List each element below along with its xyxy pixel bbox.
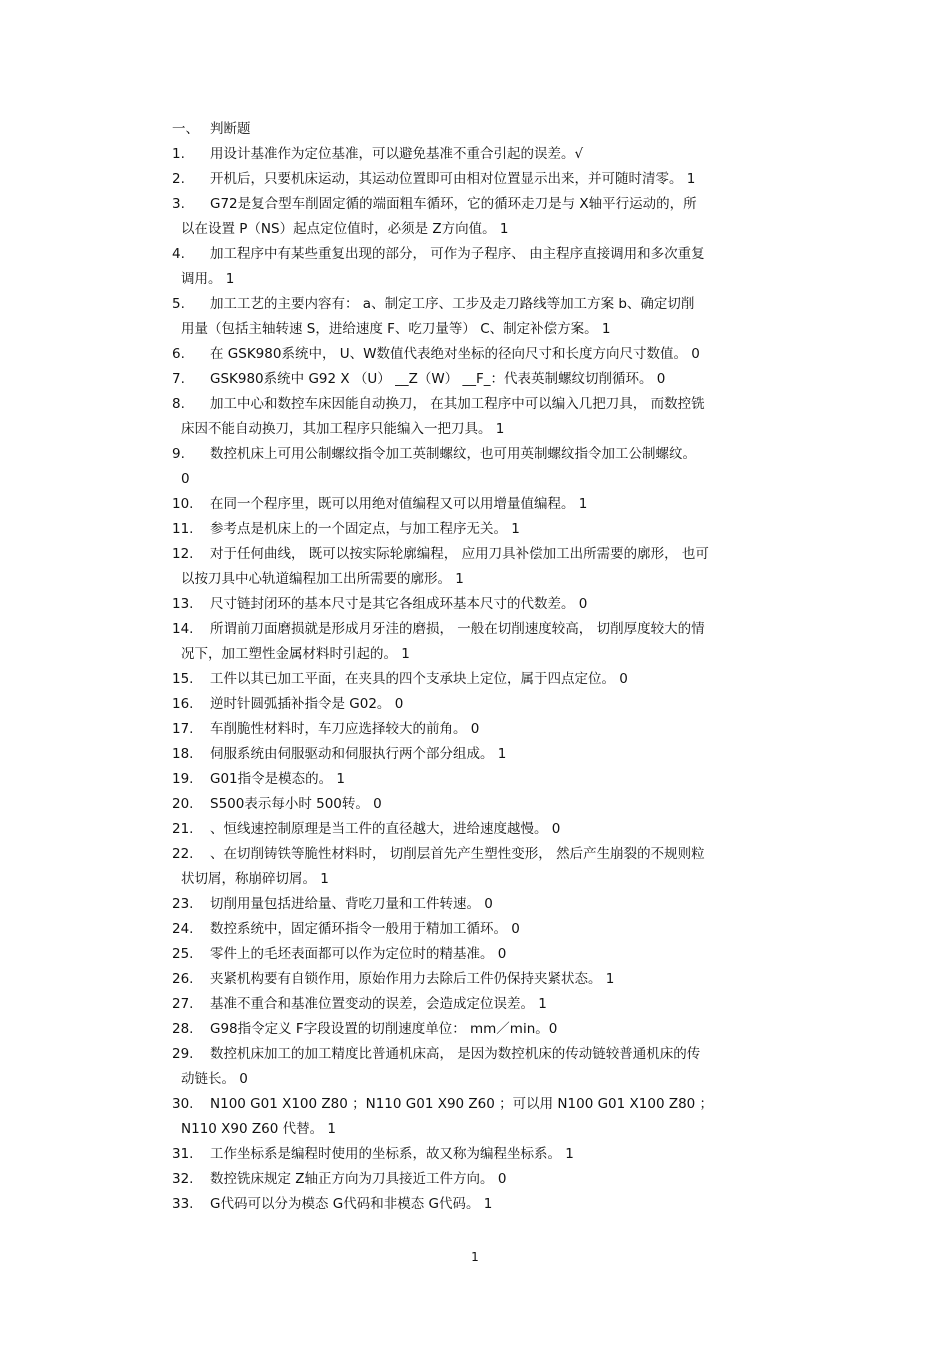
item-text: N100 G01 X100 Z80 ；N110 G01 X90 Z60 ；可以用 N100 G01 X100 Z80 ； [210,1096,714,1112]
item-number: 4. [172,246,185,262]
item-text: 加工工艺的主要内容有： a、制定工序、工步及走刀路线等加工方案 b、确定切削 [210,296,695,312]
item-line [172,144,812,169]
item-number: 20. [172,796,194,812]
item-number: 18. [172,746,194,762]
item-line [172,344,812,369]
item-number: 2. [172,171,185,187]
list-item [172,694,812,719]
item-text: 数控机床上可用公制螺纹指令加工英制螺纹，也可用英制螺纹指令加工公制螺纹。 [210,446,696,462]
item-number: 22. [172,846,194,862]
list-item [172,919,812,944]
item-line [172,719,812,744]
item-text: 在 GSK980系统中， U、W数值代表绝对坐标的径向尺寸和长度方向尺寸数值。 0 [210,346,700,362]
item-text: 在同一个程序里，既可以用绝对值编程又可以用增量值编程。 1 [210,496,588,512]
list-item [172,369,812,394]
item-text: 状切屑，称崩碎切屑。 1 [181,871,329,887]
item-number: 24. [172,921,194,937]
item-text: 数控系统中，固定循环指令一般用于精加工循环。 0 [210,921,520,937]
item-text: S500表示每小时 500转。 0 [210,796,382,812]
list-item [172,194,812,244]
item-continuation-line [172,1069,812,1094]
item-number: 33. [172,1196,194,1212]
question-list [172,144,812,1219]
item-continuation-line [172,419,812,444]
item-text: 用设计基准作为定位基准，可以避免基准不重合引起的误差。√ [210,146,584,162]
page-number: 1 [471,1250,479,1264]
list-item [172,744,812,769]
item-number: 23. [172,896,194,912]
item-line [172,669,812,694]
list-item [172,344,812,369]
item-text: 夹紧机构要有自锁作用，原始作用力去除后工件仍保持夹紧状态。 1 [210,971,615,987]
list-item [172,594,812,619]
item-line [172,894,812,919]
item-continuation-line [172,1119,812,1144]
item-text: 伺服系统由伺服驱动和伺服执行两个部分组成。 1 [210,746,507,762]
item-continuation-line [172,219,812,244]
item-line [172,1094,812,1119]
list-item [172,669,812,694]
item-number: 8. [172,396,185,412]
item-number: 32. [172,1171,194,1187]
item-text: 加工中心和数控车床因能自动换刀， 在其加工程序中可以编入几把刀具， 而数控铣 [210,396,705,412]
list-item [172,394,812,444]
item-text: 0 [181,471,190,487]
list-item [172,819,812,844]
list-item [172,544,812,594]
item-line [172,744,812,769]
item-text: 工作坐标系是编程时使用的坐标系，故又称为编程坐标系。 1 [210,1146,574,1162]
list-item [172,294,812,344]
item-continuation-line [172,269,812,294]
list-item [172,944,812,969]
list-item [172,994,812,1019]
item-text: G01指令是模态的。 1 [210,771,346,787]
list-item [172,619,812,669]
list-item [172,1194,812,1219]
list-item [172,244,812,294]
item-number: 14. [172,621,194,637]
item-number: 15. [172,671,194,687]
item-continuation-line [172,569,812,594]
item-text: 所谓前刀面磨损就是形成月牙洼的磨损， 一般在切削速度较高， 切削厚度较大的情 [210,621,705,637]
section-title: 判断题 [210,121,251,137]
item-number: 9. [172,446,185,462]
item-text: 床因不能自动换刀，其加工程序只能编入一把刀具。 1 [181,421,505,437]
item-text: G代码可以分为模态 G代码和非模态 G代码。 1 [210,1196,493,1212]
item-text: 加工程序中有某些重复出现的部分， 可作为子程序、 由主程序直接调用和多次重复 [210,246,705,262]
item-text: 零件上的毛坯表面都可以作为定位时的精基准。 0 [210,946,507,962]
item-line [172,794,812,819]
item-line [172,194,812,219]
list-item [172,1094,812,1144]
item-line [172,919,812,944]
item-number: 3. [172,196,185,212]
item-line [172,444,812,469]
list-item [172,1144,812,1169]
item-line [172,769,812,794]
list-item [172,719,812,744]
item-number: 11. [172,521,194,537]
item-continuation-line [172,469,812,494]
item-text: 尺寸链封闭环的基本尺寸是其它各组成环基本尺寸的代数差。 0 [210,596,588,612]
item-number: 10. [172,496,194,512]
item-number: 30. [172,1096,194,1112]
item-number: 27. [172,996,194,1012]
item-number: 17. [172,721,194,737]
list-item [172,894,812,919]
item-number: 16. [172,696,194,712]
item-number: 6. [172,346,185,362]
item-text: 逆时针圆弧插补指令是 G02。 0 [210,696,404,712]
item-text: G98指令定义 F字段设置的切削速度单位： mm／min。0 [210,1021,558,1037]
item-text: 数控机床加工的加工精度比普通机床高， 是因为数控机床的传动链较普通机床的传 [210,1046,701,1062]
item-text: GSK980系统中 G92 X （U） __Z（W） __F_：代表英制螺纹切削循环。 0 [210,371,666,387]
item-text: 参考点是机床上的一个固定点，与加工程序无关。 1 [210,521,520,537]
item-line [172,694,812,719]
item-line [172,369,812,394]
list-item [172,144,812,169]
list-item [172,794,812,819]
item-number: 29. [172,1046,194,1062]
item-text: N110 X90 Z60 代替。 1 [181,1121,336,1137]
item-text: 车削脆性材料时，车刀应选择较大的前角。 0 [210,721,480,737]
item-text: 切削用量包括进给量、背吃刀量和工件转速。 0 [210,896,493,912]
item-number: 12. [172,546,194,562]
item-line [172,244,812,269]
item-number: 25. [172,946,194,962]
item-text: G72是复合型车削固定循的端面粗车循环，它的循环走刀是与 X轴平行运动的，所 [210,196,697,212]
item-line [172,494,812,519]
item-line [172,594,812,619]
item-line [172,844,812,869]
item-text: 对于任何曲线， 既可以按实际轮廓编程， 应用刀具补偿加工出所需要的廓形， 也可 [210,546,709,562]
list-item [172,494,812,519]
item-line [172,1169,812,1194]
item-text: 基准不重合和基准位置变动的误差，会造成定位误差。 1 [210,996,547,1012]
item-number: 19. [172,771,194,787]
item-continuation-line [172,644,812,669]
item-text: 、在切削铸铁等脆性材料时， 切削层首先产生塑性变形， 然后产生崩裂的不规则粒 [210,846,705,862]
item-number: 1. [172,146,185,162]
list-item [172,769,812,794]
item-number: 28. [172,1021,194,1037]
item-number: 13. [172,596,194,612]
item-line [172,969,812,994]
item-text: 工件以其已加工平面，在夹具的四个支承块上定位，属于四点定位。 0 [210,671,628,687]
item-line [172,519,812,544]
item-text: 用量（包括主轴转速 S，进给速度 F、吃刀量等） C、制定补偿方案。 1 [181,321,611,337]
item-text: 数控铣床规定 Z轴正方向为刀具接近工件方向。 0 [210,1171,507,1187]
item-line [172,944,812,969]
list-item [172,519,812,544]
item-continuation-line [172,869,812,894]
item-text: 以在设置 P（NS）起点定位值时，必须是 Z方向值。 1 [181,221,509,237]
list-item [172,969,812,994]
list-item [172,444,812,494]
list-item [172,169,812,194]
item-line [172,619,812,644]
item-line [172,1144,812,1169]
list-item [172,1044,812,1094]
item-line [172,819,812,844]
item-line [172,394,812,419]
section-heading [172,119,251,139]
item-line [172,1044,812,1069]
item-line [172,1019,812,1044]
item-number: 26. [172,971,194,987]
item-text: 、恒线速控制原理是当工件的直径越大，进给速度越慢。 0 [210,821,561,837]
list-item [172,1019,812,1044]
item-number: 21. [172,821,194,837]
section-number: 一、 [172,121,199,137]
item-text: 调用。 1 [181,271,235,287]
item-line [172,544,812,569]
item-line [172,294,812,319]
list-item [172,1169,812,1194]
item-text: 动链长。 0 [181,1071,248,1087]
item-number: 7. [172,371,185,387]
item-number: 31. [172,1146,194,1162]
item-line [172,994,812,1019]
item-number: 5. [172,296,185,312]
item-text: 开机后，只要机床运动，其运动位置即可由相对位置显示出来，并可随时清零。 1 [210,171,696,187]
item-continuation-line [172,319,812,344]
item-line [172,1194,812,1219]
item-line [172,169,812,194]
item-text: 以按刀具中心轨道编程加工出所需要的廓形。 1 [181,571,464,587]
list-item [172,844,812,894]
item-text: 况下，加工塑性金属材料时引起的。 1 [181,646,410,662]
